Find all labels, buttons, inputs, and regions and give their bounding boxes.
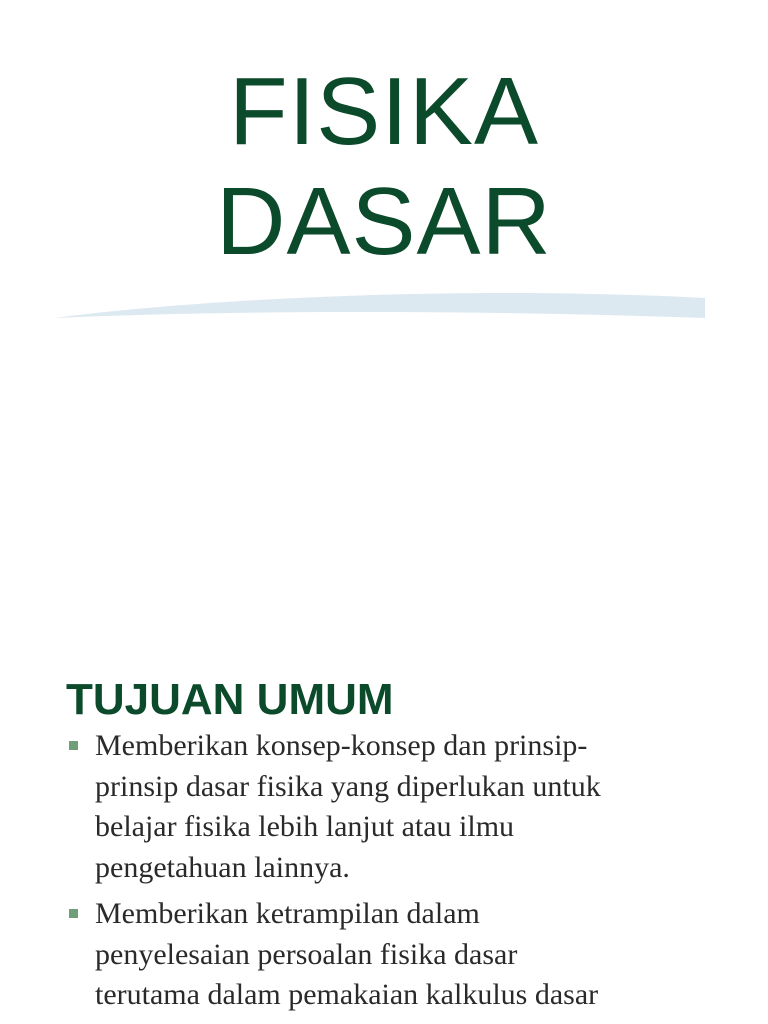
bullet-list [66,726,706,1022]
bullet-line: penyelesaian persoalan fisika dasar [95,937,518,971]
bullet-line: Memberikan konsep-konsep dan prinsip- [95,729,588,762]
bullet-line: Memberikan ketrampilan dalam [95,897,480,930]
bullet-line: prinsip dasar fisika yang diperlukan untuk [95,769,601,803]
square-bullet-icon [69,741,78,750]
section-heading: TUJUAN UMUM [66,674,394,724]
bullet-line: terutama dalam pemakaian kalkulus dasar [95,978,599,1011]
decorative-swoosh [55,292,705,322]
bullet-item [66,894,706,1016]
bullet-item [66,726,706,888]
content-slide [0,560,768,1024]
slide-title-line-1: FISIKA [228,58,540,165]
bullet-line: pengetahuan lainnya. [95,850,350,884]
slide-title-line-2: DASAR [216,168,552,275]
bullet-line: belajar fisika lebih lanjut atau ilmu [95,810,515,843]
square-bullet-icon [69,909,78,918]
